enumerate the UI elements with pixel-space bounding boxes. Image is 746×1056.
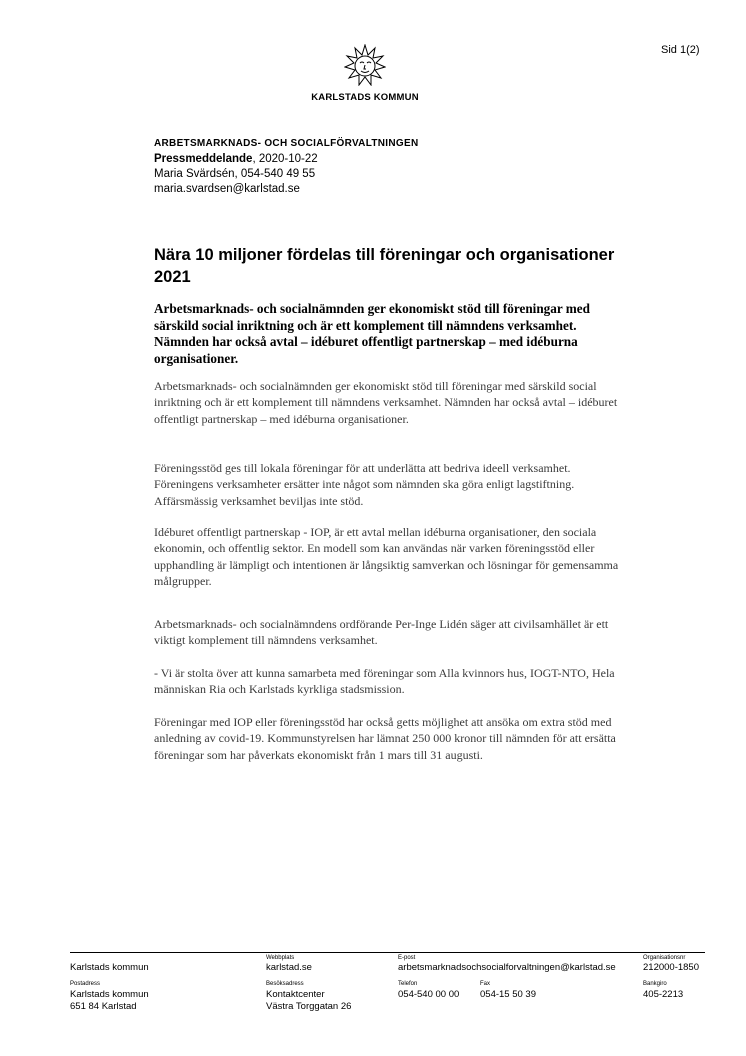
footer-org: Karlstads kommun [70, 962, 149, 973]
footer-orgnr: 212000-1850 [643, 962, 699, 973]
footer-postadress-line1: Karlstads kommun [70, 989, 149, 1000]
footer-besoksadress-line2: Västra Torggatan 26 [266, 1001, 352, 1012]
sun-face-logo-svg [344, 44, 386, 86]
contact-email: maria.svardsen@karlstad.se [154, 183, 300, 195]
body-paragraph: Föreningsstöd ges till lokala föreningar för att underlätta att bedriva ideell verksamhet. Föreningens verksamheter ersätter inte något som nämnden ska göra enligt lagstiftning. Affärsmässig verksamhet beviljas inte stöd. [154, 461, 575, 508]
footer-webbplats-label: Webbplats [266, 955, 295, 961]
body-paragraph: Idéburet offentligt partnerskap - IOP, är ett avtal mellan idéburna organisationer, den sociala ekonomin, och offentlig sektor. En modell som kan användas när varken föreningsstöd eller upphandling är lämpligt och intentionen är långsiktig samverkan och lösningar för gemensamma målgrupper. [154, 525, 619, 588]
department-name: ARBETSMARKNADS- OCH SOCIALFÖRVALTNINGEN [154, 138, 419, 149]
footer-epost-label: E-post [398, 955, 416, 961]
body-paragraph: - Vi är stolta över att kunna samarbeta med föreningar som Alla kvinnors hus, IOGT-NTO, Hela människan Ria och Karlstads kyrkliga stadsmission. [154, 666, 615, 697]
footer-besoksadress-label: Besöksadress [266, 981, 304, 987]
footer-bankgiro-label: Bankgiro [643, 981, 667, 987]
footer-epost: arbetsmarknadsochsocialforvaltningen@karlstad.se [398, 962, 616, 973]
footer-fax-label: Fax [480, 981, 491, 987]
footer-postadress-label: Postadress [70, 981, 101, 987]
body-paragraph: Föreningar med IOP eller föreningsstöd har också getts möjlighet att ansöka om extra stöd med anledning av covid-19. Kommunstyrelsen har lämnat 250 000 kronor till nämnden för att ersätta föreningar som har påverkats ekonomiskt från 1 mars till 31 augusti. [154, 715, 616, 762]
press-label: Pressmeddelande [154, 153, 253, 165]
footer-divider [70, 952, 705, 953]
org-name: KARLSTADS KOMMUN [311, 92, 419, 103]
page-number: Sid 1(2) [661, 44, 700, 56]
contact-name-phone: Maria Svärdsén, 054-540 49 55 [154, 168, 316, 180]
footer-postadress-line2: 651 84 Karlstad [70, 1001, 137, 1012]
body-paragraph: Arbetsmarknads- och socialnämndens ordförande Per-Inge Lidén säger att civilsamhället är ett viktigt komplement till nämndens verksamhet. [154, 617, 609, 648]
sun-face-logo-icon [344, 44, 386, 86]
footer-orgnr-label: Organisationsnr [643, 955, 686, 961]
footer-webbplats: karlstad.se [266, 962, 312, 973]
press-line [154, 153, 318, 165]
footer-telefon-label: Telefon [398, 981, 418, 987]
footer-telefon: 054-540 00 00 [398, 989, 460, 1000]
footer-fax: 054-15 50 39 [480, 989, 536, 1000]
footer-besoksadress-line1: Kontaktcenter [266, 989, 325, 1000]
footer-bankgiro: 405-2213 [643, 989, 684, 1000]
body-paragraph: Arbetsmarknads- och socialnämnden ger ekonomiskt stöd till föreningar med särskild social inriktning och är ett komplement till nämndens verksamhet. Nämnden har också avtal – idéburet offentligt partnerskap – med idéburna organisationer. [154, 379, 618, 426]
lead-paragraph: Arbetsmarknads- och socialnämnden ger ekonomiskt stöd till föreningar med särskild social inriktning och är ett komplement till nämndens verksamhet. Nämnden har också avtal – idéburet offentligt partnerskap – med idéburna organisationer. [154, 301, 590, 366]
press-date: , 2020-10-22 [252, 153, 318, 165]
headline: Nära 10 miljoner fördelas till föreningar och organisationer 2021 [154, 246, 615, 286]
